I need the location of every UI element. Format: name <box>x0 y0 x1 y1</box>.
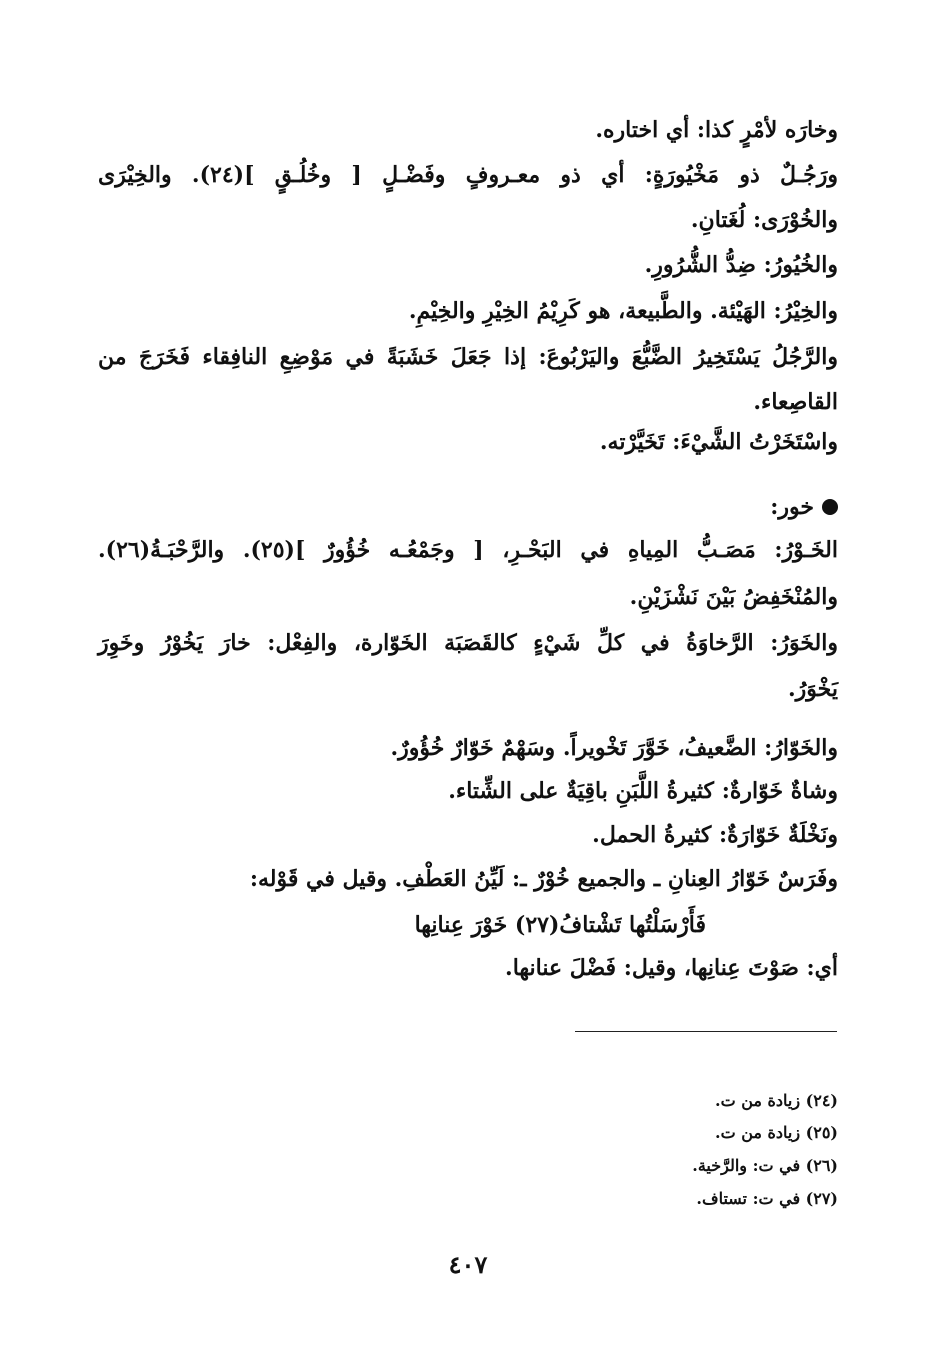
text-line: والخَوَرُ: الرَّخاوَةُ في كلِّ شَيْءٍ كالقَصَبَة الخَوّارة، والفِعْل: خارَ يَخُوْرُ وخَوِرَ <box>98 630 838 656</box>
text-line: الخَـوْرُ: مَصَـبُّ المِياهِ في البَحْـرِ، [ وجَمْعُـه خُؤُورٌ ](٢٥). والرَّحْبَـةُ(٢٦). <box>98 537 838 563</box>
text-line: ونَخْلَةٌ خَوّارَةٌ: كثيرةُ الحمل. <box>592 822 838 848</box>
page-number: ٤٠٧ <box>448 1250 488 1279</box>
text-line: والرَّجُلُ يَسْتَخِيرُ الضَّبُّعَ واليَرْبُوعَ: إذا جَعَلَ خَشَبَةً في مَوْضِعِ النافِقاء فَخَرَجَ من <box>98 344 838 370</box>
poem-verse: فَأَرْسَلْتُها تَشْتافُ(٢٧) خَوْرَ عِنانِها <box>414 912 706 938</box>
text-line: واسْتَخَرْتُ الشَّيْءَ: تَخَيَّرْته. <box>599 429 838 455</box>
text-line: وفَرَسٌ خَوّارُ العِنانِ ـ والجميع خُوْرٌ ـ: لَيِّنُ العَطْفِ. وقيل في قَوْله: <box>249 866 838 892</box>
text-line: ورَجُـلٌ ذو مَخْيُورَةٍ: أي ذو معـروفٍ وفَضْـلٍ [ وخُلُـقٍ ](٢٤). والخِيْرَى <box>98 162 838 188</box>
section-heading <box>770 492 838 522</box>
footnote: (٢٥) زيادة من ت. <box>715 1123 838 1142</box>
text-line: أي: صَوْتَ عِنانِها، وقيل: فَضْلَ عنانها. <box>505 955 838 981</box>
text-line: والخُوْرَى: لُغَتانِ. <box>690 207 838 233</box>
section-heading-label: خور: <box>770 494 814 520</box>
text-line: والمُنْخَفِضُ بَيْنَ نَشْزَيْنِ. <box>629 584 838 610</box>
text-line: وخارَه لأمْرٍ كذا: أي اختاره. <box>595 117 838 143</box>
bullet-icon <box>822 499 838 515</box>
text-line: وشاةٌ خَوّارةٌ: كثيرةُ اللَّبَنِ باقِيَةٌ على الشِّتاء. <box>448 778 838 804</box>
footnote: (٢٦) في ت: والرَّخية. <box>692 1156 838 1175</box>
text-line: والخُيُورُ: ضِدُّ الشُّرُورِ. <box>644 252 838 278</box>
footnote: (٢٤) زيادة من ت. <box>715 1091 838 1110</box>
text-line: والخِيْرُ: الهَيْئة. والطَّبيعة، هو كَرِيْمُ الخِيْرِ والخِيْمِ. <box>408 298 838 324</box>
footnote-divider <box>575 1031 837 1032</box>
text-line: القاصِعاء. <box>753 389 838 415</box>
text-line: يَخْوَرُ. <box>788 676 838 702</box>
text-line: والخَوّارُ: الضَّعيفُ، خَوَّرَ تَخْويراً. وسَهْمٌ خَوّارٌ خُؤُورٌ. <box>390 735 838 761</box>
footnote: (٢٧) في ت: تستاف. <box>696 1189 838 1208</box>
